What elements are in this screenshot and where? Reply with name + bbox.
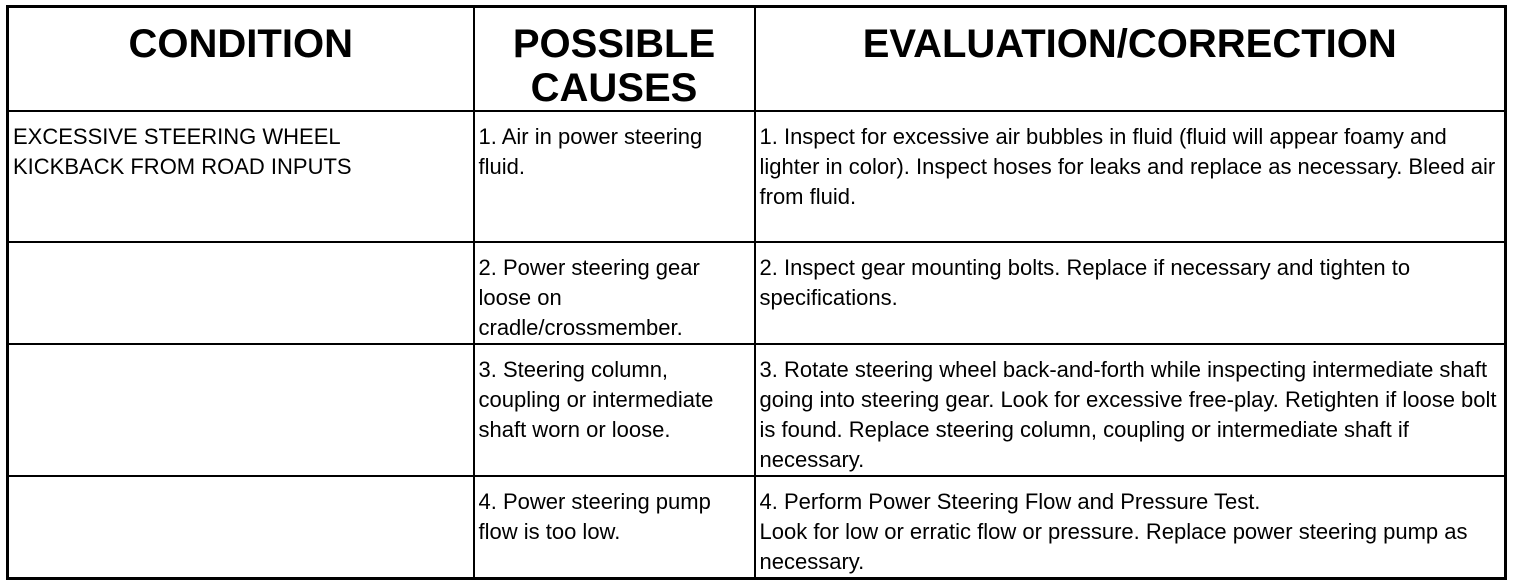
evaluation-cell: 3. Rotate steering wheel back-and-forth while inspecting intermediate shaft going into steering gear. Look for excessive free-play. Retighten if loose bolt is found. Replace steering column, coupling or intermediate shaft if necessary. xyxy=(755,344,1506,476)
condition-cell xyxy=(8,111,474,242)
condition-line2: KICKBACK FROM ROAD INPUTS xyxy=(13,154,352,179)
cause-cell: 1. Air in power steering fluid. xyxy=(474,111,755,242)
header-evaluation-label: EVALUATION/CORRECTION xyxy=(862,22,1397,66)
evaluation-cell: 2. Inspect gear mounting bolts. Replace if necessary and tighten to specifications. xyxy=(755,242,1506,344)
evaluation-cell xyxy=(755,476,1506,579)
condition-cell-empty xyxy=(8,242,474,344)
diagnosis-table xyxy=(6,5,1507,580)
table-row xyxy=(8,242,1506,344)
evaluation-line1: 4. Perform Power Steering Flow and Pressure Test. xyxy=(759,489,1261,514)
header-condition xyxy=(8,7,474,112)
cause-cell: 3. Steering column, coupling or intermediate shaft worn or loose. xyxy=(474,344,755,476)
evaluation-line2: Look for low or erratic flow or pressure. Replace power steering pump as necessary. xyxy=(759,519,1468,574)
header-possible-causes xyxy=(474,7,755,112)
table-row xyxy=(8,111,1506,242)
condition-cell-empty xyxy=(8,476,474,579)
cause-cell: 4. Power steering pump flow is too low. xyxy=(474,476,755,579)
header-causes-line1: POSSIBLE xyxy=(512,22,716,66)
header-causes-line2: CAUSES xyxy=(530,66,698,110)
header-evaluation-correction xyxy=(755,7,1506,112)
header-row xyxy=(8,7,1506,112)
condition-cell-empty xyxy=(8,344,474,476)
header-condition-label: CONDITION xyxy=(128,22,353,66)
table-row xyxy=(8,476,1506,579)
cause-cell: 2. Power steering gear loose on cradle/crossmember. xyxy=(474,242,755,344)
table-row xyxy=(8,344,1506,476)
condition-line1: EXCESSIVE STEERING WHEEL xyxy=(13,124,341,149)
evaluation-cell: 1. Inspect for excessive air bubbles in fluid (fluid will appear foamy and lighter in color). Inspect hoses for leaks and replace as necessary. Bleed air from fluid. xyxy=(755,111,1506,242)
